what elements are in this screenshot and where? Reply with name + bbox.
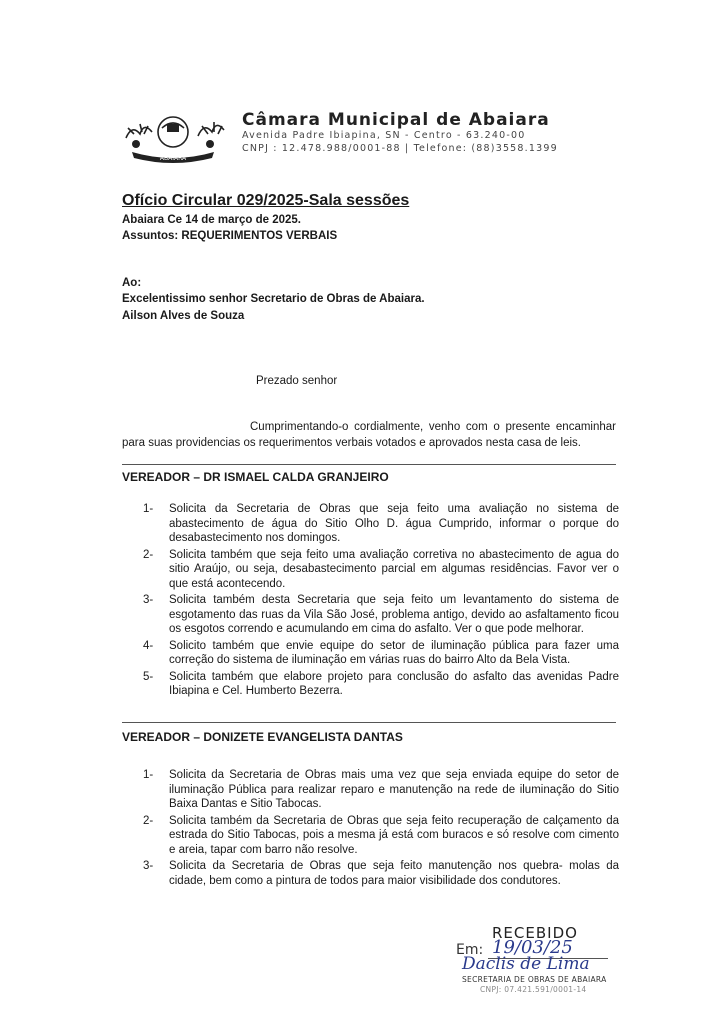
requirements-list	[143, 768, 619, 890]
item-text: Solicita também que seja feito uma avaliação corretiva no abastecimento de agua do sitio Araújo, ou seja, desabastecimento parcial em algumas residências. Favor ver o que está acontecendo.	[169, 548, 619, 590]
intro-line-1: Cumprimentando-o cordialmente, venho com o presente encaminhar	[250, 421, 616, 433]
list-item	[143, 768, 619, 812]
intro-line-2: para suas providencias os requerimentos verbais votados e aprovados nesta casa de leis.	[122, 437, 581, 449]
institution-contact: CNPJ : 12.478.988/0001-88 | Telefone: (88)3558.1399	[242, 143, 558, 154]
section-divider	[122, 722, 616, 723]
stamp-date-handwritten: 19/03/25	[492, 937, 573, 958]
item-text: Solicita também desta Secretaria que seja feito um levantamento do sistema de esgotamento das ruas da Vila São José, problema antigo, devido ao asfaltamento ficou os esgotos correndo e acumulando em cima do asfalto. Ver o que pode melhorar.	[169, 594, 619, 635]
stamp-date-label: Em:	[456, 942, 484, 958]
item-text: Solicita também da Secretaria de Obras que seja feito recuperação de calçamento da estrada do Sitio Tabocas, pois a mesma já está com buracos e só resolve com cimento e areia, tapar com barro não resolve.	[169, 814, 619, 856]
item-text: Solicito também que envie equipe do setor de iluminação pública para fazer uma correção do sistema de iluminação em várias ruas do bairro Alto da Bela Vista.	[169, 639, 619, 666]
item-number: 1-	[143, 769, 154, 781]
salutation: Prezado senhor	[256, 375, 338, 387]
list-item	[143, 670, 619, 699]
item-number: 1-	[143, 503, 154, 515]
recipient-title: Excelentissimo senhor Secretario de Obras de Abaiara.	[122, 293, 425, 305]
item-text: Solicita da Secretaria de Obras mais uma vez que seja enviada equipe do setor de iluminação Pública para realizar reparo e manutenção na rede de iluminação do Sitio Baixa Dantas e Sitio Tabocas.	[169, 769, 619, 810]
section-divider	[122, 464, 616, 465]
list-item	[143, 639, 619, 668]
institution-address: Avenida Padre Ibiapina, SN - Centro - 63.240-00	[242, 130, 526, 141]
item-number: 2-	[143, 548, 154, 561]
item-number: 5-	[143, 670, 154, 683]
recipient-name: Ailson Alves de Souza	[122, 310, 245, 322]
received-stamp	[452, 924, 632, 996]
letterhead	[118, 108, 608, 164]
section-heading: VEREADOR – DONIZETE EVANGELISTA DANTAS	[122, 730, 403, 744]
item-text: Solicita da Secretaria de Obras que seja feito uma avaliação no sistema de abastecimento de água do Sitio Olho D. água Cumprido, informar o porque do desabastecimento nos domingos.	[169, 503, 619, 544]
recipient-label: Ao:	[122, 277, 142, 289]
institution-name: Câmara Municipal de Abaiara	[242, 110, 550, 130]
list-item	[143, 593, 619, 637]
list-item	[143, 859, 619, 888]
stamp-cnpj: CNPJ: 07.421.591/0001-14	[480, 985, 587, 994]
subject: Assuntos: REQUERIMENTOS VERBAIS	[122, 230, 338, 242]
municipal-seal-icon	[118, 108, 228, 164]
item-number: 2-	[143, 814, 154, 827]
item-number: 3-	[143, 594, 154, 606]
item-text: Solicita da Secretaria de Obras que seja feito manutenção nos quebra- molas da cidade, bem como a pintura de todos para maior visibilidade dos condutores.	[169, 860, 619, 887]
item-text: Solicita também que elabore projeto para conclusão do asfalto das avenidas Padre Ibiapina e Cel. Humberto Bezerra.	[169, 670, 619, 697]
svg-text:ABAIARA: ABAIARA	[159, 155, 187, 162]
item-number: 3-	[143, 860, 154, 872]
stamp-title: RECEBIDO	[492, 924, 578, 942]
item-number: 4-	[143, 639, 154, 652]
list-item	[143, 502, 619, 546]
place-date: Abaiara Ce 14 de março de 2025.	[122, 214, 301, 226]
document-title: Ofício Circular 029/2025-Sala sessões	[122, 192, 410, 209]
stamp-department: SECRETARIA DE OBRAS DE ABAIARA	[462, 975, 607, 984]
stamp-signature: Daclis de Lima	[462, 954, 590, 974]
list-item	[143, 814, 619, 858]
section-heading: VEREADOR – DR ISMAEL CALDA GRANJEIRO	[122, 470, 389, 484]
requirements-list	[143, 502, 619, 701]
list-item	[143, 548, 619, 592]
